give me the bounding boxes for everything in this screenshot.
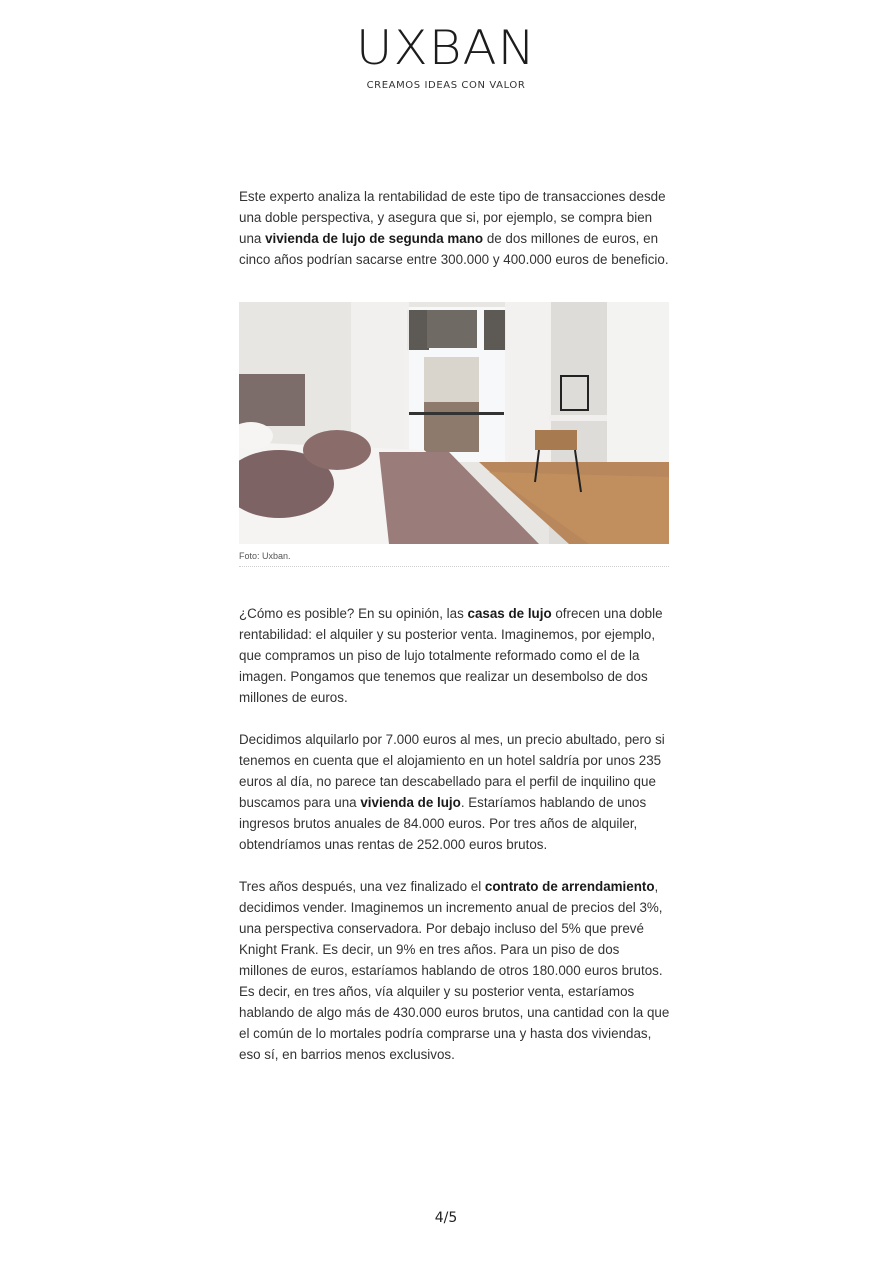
brand-header	[0, 18, 892, 91]
article-paragraph	[239, 729, 671, 855]
bold-phrase: contrato de arrendamiento	[484, 879, 655, 894]
bold-phrase: casas de lujo	[467, 606, 552, 621]
paragraph-1: Este experto analiza la rentabilidad de este tipo de transacciones desde una doble perspectiva, y asegura que si, por ejemplo, se compra bien una vivienda de lujo de segunda mano de dos millones de euros, en cinco años podrían sacarse entre 300.000 y 400.000 euros de beneficio.	[239, 189, 669, 267]
bedroom-photo	[239, 302, 669, 544]
bold-phrase: vivienda de lujo	[360, 795, 461, 810]
logo: UXBAN	[355, 20, 537, 76]
paragraph-4: Tres años después, una vez finalizado el contrato de arrendamiento, decidimos vender. Imaginemos un incremento anual de precios del 3%, una perspectiva conservadora. Por debajo incluso del 5% que prevé Knight Frank. Es decir, un 9% en tres años. Para un piso de dos millones de euros, estaríamos hablando de otros 180.000 euros brutos. Es decir, en tres años, vía alquiler y su posterior venta, estaríamos hablando de algo más de 430.000 euros brutos, una cantidad con la que el común de lo mortales podría comprarse una y hasta dos viviendas, eso sí, en barrios menos exclusivos.	[239, 879, 670, 1062]
photo-caption: Foto: Uxban.	[239, 551, 669, 567]
article-paragraph	[239, 603, 671, 708]
paragraph-2: ¿Cómo es posible? En su opinión, las casas de lujo ofrecen una doble rentabilidad: el alquiler y su posterior venta. Imaginemos, por ejemplo, que compramos un piso de lujo totalmente reformado como el de la imagen. Pongamos que tenemos que realizar un desembolso de dos millones de euros.	[239, 606, 663, 705]
bedroom-illustration	[239, 302, 669, 544]
tagline: CREAMOS IDEAS CON VALOR	[366, 80, 526, 91]
paragraph-3: Decidimos alquilarlo por 7.000 euros al mes, un precio abultado, pero si tenemos en cuenta que el alojamiento en un hotel saldría por unos 235 euros al día, no parece tan descabellado para el perfil de inquilino que buscamos para una vivienda de lujo. Estaríamos hablando de unos ingresos brutos anuales de 84.000 euros. Por tres años de alquiler, obtendríamos unas rentas de 252.000 euros brutos.	[239, 732, 665, 852]
article-paragraph	[239, 186, 671, 270]
page-number: 4/5	[434, 1210, 458, 1226]
bold-phrase: vivienda de lujo de segunda mano	[265, 231, 484, 246]
article-paragraph	[239, 876, 671, 1065]
